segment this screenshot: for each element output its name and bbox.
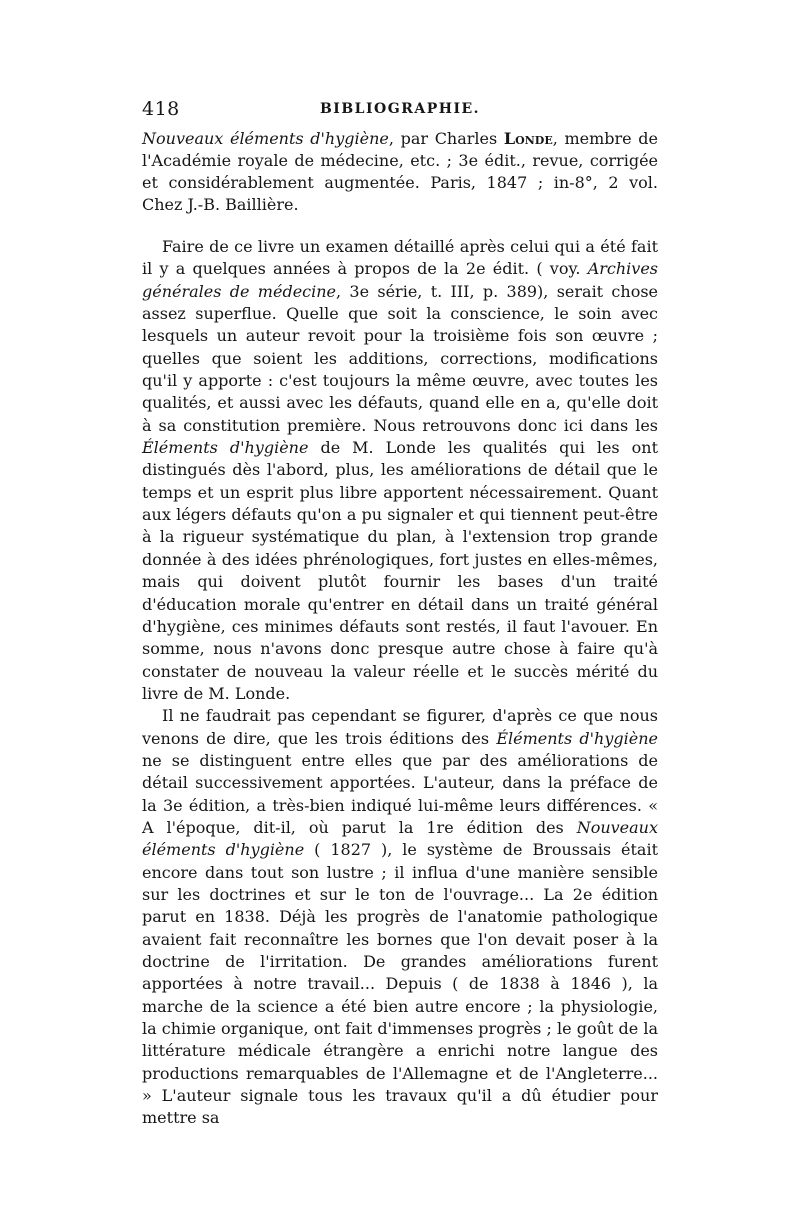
- paragraph-1-text-2: , 3e série, t. III, p. 389), serait chose assez superflue. Quelle que soit la conscience, le soin avec lesquels un auteur revoit pour la troisième fois son œuvre ; quelles que soient les additions, corrections, modifications qu'il y apporte : c'est toujours la même œuvre, avec toutes les qualités, et aussi avec les défauts, quand elle en a, qu'elle doit à sa constitution première. Nous retrouvons donc ici dans les: [142, 281, 658, 435]
- paragraph-2: [142, 705, 658, 1130]
- running-head: [142, 98, 658, 128]
- reference-details: , membre de l'Académie royale de médecine, etc. ; 3e édit., revue, corrigée et considérablement augmentée. Paris, 1847 ; in-8°, 2 vol. Chez J.-B. Baillière.: [142, 129, 658, 214]
- paragraph-1-text-1: Faire de ce livre un examen détaillé après celui qui a été fait il y a quelques années à propos de la 2e édit. ( voy.: [142, 237, 658, 279]
- bibliographic-reference: [142, 128, 658, 216]
- book-page: [142, 98, 658, 1130]
- paragraph-1-italic-1: Archives générales de médecine: [142, 259, 658, 301]
- reference-title: Nouveaux éléments d'hygiène: [142, 129, 389, 148]
- reference-author-prefix: , par Charles: [388, 129, 504, 148]
- paragraph-2-text-2: ne se distinguent entre elles que par des améliorations de détail successivement apportées. L'auteur, dans la préface de la 3e édition, a très-bien indiqué lui-même leurs différences. « A l'époque, dit-il, où parut la 1re édition des: [142, 750, 658, 837]
- paragraph-2-text-3: ( 1827 ), le système de Broussais était encore dans tout son lustre ; il influa d'une manière sensible sur les doctrines et sur le ton de l'ouvrage... La 2e édition parut en 1838. Déjà les progrès de l'anatomie pathologique avaient fait reconnaître les bornes que l'on devait poser à la doctrine de l'irritation. De grandes améliorations furent apportées à notre travail... Depuis ( de 1838 à 1846 ), la marche de la science a été bien autre encore ; la physiologie, la chimie organique, ont fait d'immenses progrès ; le goût de la littérature médicale étrangère a enrichi notre langue des productions remarquables de l'Allemagne et de l'Angleterre... » L'auteur signale tous les travaux qu'il a dû étudier pour mettre sa: [142, 840, 659, 1128]
- paragraph-2-text-1: Il ne faudrait pas cependant se figurer, d'après ce que nous venons de dire, que les trois éditions des: [142, 706, 658, 748]
- page-number: 418: [142, 98, 180, 120]
- section-title: BIBLIOGRAPHIE.: [319, 101, 481, 117]
- review-body: [142, 236, 658, 1130]
- paragraph-1-italic-2: Éléments d'hygiène: [142, 438, 309, 458]
- paragraph-2-italic-1: Éléments d'hygiène: [496, 728, 659, 748]
- paragraph-2-italic-2: Nouveaux éléments d'hygiène: [142, 817, 658, 860]
- paragraph-1: [142, 236, 658, 705]
- paragraph-1-text-3: de M. Londe les qualités qui les ont distingués dès l'abord, plus, les améliorations de détail que le temps et un esprit plus libre apportent nécessairement. Quant aux légers défauts qu'on a pu signaler et qui tiennent peut-être à la rigueur systématique du plan, à l'extension trop grande donnée à des idées phrénologiques, fort justes en elles-mêmes, mais qui doivent plutôt fournir les bases d'un traité d'éducation morale qu'entrer en détail dans un traité général d'hygiène, ces minimes défauts sont restés, il faut l'avouer. En somme, nous n'avons donc presque autre chose à faire qu'à constater de nouveau la valeur réelle et le succès mérité du livre de M. Londe.: [142, 438, 658, 703]
- reference-author-surname: Londe: [503, 129, 553, 148]
